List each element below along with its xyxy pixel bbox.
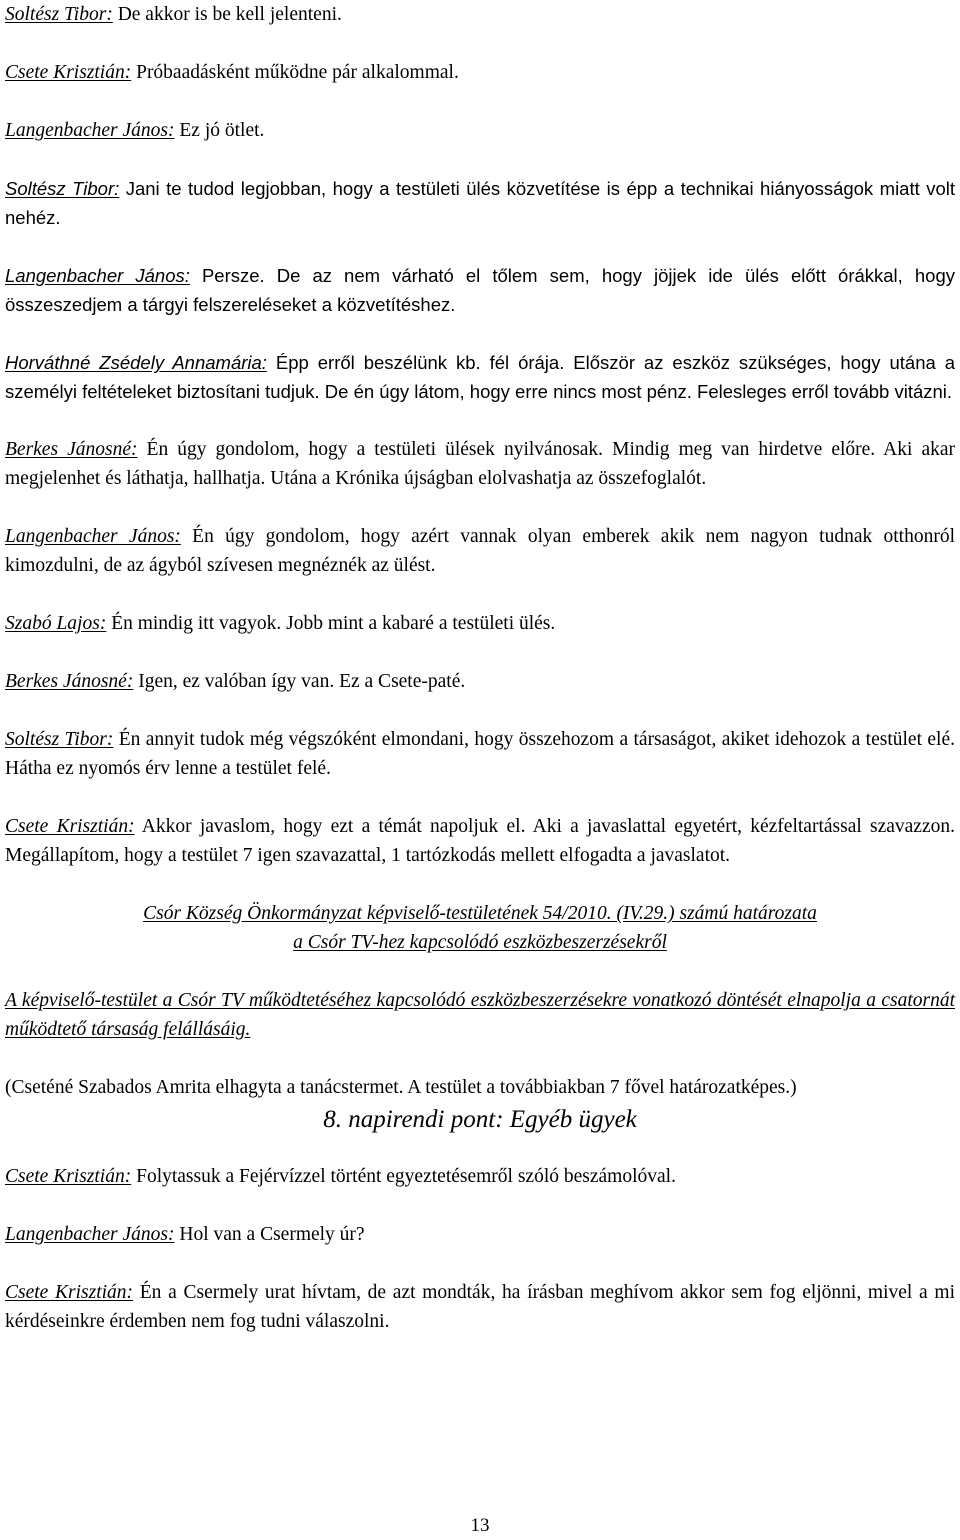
minutes-paragraph — [5, 522, 955, 580]
minutes-paragraph — [5, 435, 955, 493]
statement-text: Hol van a Csermely úr? — [174, 1224, 365, 1245]
document-page — [5, 0, 955, 1365]
speaker-name: Soltész Tibor: — [5, 729, 114, 750]
speaker-name: Berkes Jánosné: — [5, 671, 134, 692]
speaker-name: Langenbacher János: — [5, 526, 181, 547]
speaker-name: Csete Krisztián: — [5, 816, 135, 837]
minutes-paragraph — [5, 174, 955, 232]
minutes-paragraph — [5, 1220, 955, 1249]
agenda-heading: 8. napirendi pont: Egyéb ügyek — [323, 1106, 637, 1133]
statement-text: Én úgy gondolom, hogy azért vannak olyan emberek akik nem nagyon tudnak otthonról kimozdulni, de az ágyból szívesen megnéznék az ülést. — [5, 526, 955, 576]
statement-text: Ez jó ötlet. — [174, 120, 265, 141]
statement-text: Próbaadásként működne pár alkalommal. — [131, 62, 459, 83]
resolution-subtitle-line: a Csór TV-hez kapcsolódó eszközbeszerzésekről — [293, 932, 667, 953]
speaker-name: Horváthné Zsédely Annamária: — [5, 352, 267, 373]
minutes-paragraph — [5, 261, 955, 319]
page-number: 13 — [470, 1515, 490, 1536]
statement-text: Jani te tudod legjobban, hogy a testületi ülés közvetítése is épp a technikai hiányosságok miatt volt nehéz. — [5, 178, 955, 228]
minutes-paragraph — [5, 725, 955, 783]
speaker-name: Langenbacher János: — [5, 1224, 175, 1245]
statement-text: Igen, ez valóban így van. Ez a Csete-paté. — [133, 671, 466, 692]
statement-text: De akkor is be kell jelenteni. — [112, 4, 342, 25]
speaker-name: Szabó Lajos: — [5, 613, 107, 634]
speaker-name: Soltész Tibor: — [5, 178, 120, 199]
statement-text: Folytassuk a Fejérvízzel történt egyeztetésemről szóló beszámolóval. — [131, 1166, 676, 1187]
statement-text: Akkor javaslom, hogy ezt a témát napoljuk el. Aki a javaslattal egyetért, kézfeltartással szavazzon. Megállapítom, hogy a testület 7 igen szavazattal, 1 tartózkodás mellett elfogadta a javaslatot. — [5, 816, 955, 866]
resolution-title — [5, 899, 955, 957]
resolution-body: A képviselő-testület a Csór TV működtetéséhez kapcsolódó eszközbeszerzésekre vonatkozó döntését elnapolja a csatornát működtető társaság felállásáig. — [5, 990, 955, 1040]
speaker-name: Csete Krisztián: — [5, 1166, 132, 1187]
minutes-paragraph — [5, 58, 955, 87]
speaker-name: Csete Krisztián: — [5, 62, 132, 83]
statement-text: Én úgy gondolom, hogy a testületi ülések nyilvánosak. Mindig meg van hirdetve előre. Aki akar megjelenhet és láthatja, hallhatja. Utána a Krónika újságban elolvashatja az összefoglalót. — [5, 439, 955, 489]
statement-text: Persze. De az nem várható el tőlem sem, hogy jöjjek ide ülés előtt órákkal, hogy összeszedjem a tárgyi felszereléseket a közvetítéshez. — [5, 265, 955, 315]
speaker-name: Csete Krisztián: — [5, 1282, 134, 1303]
minutes-paragraph — [5, 812, 955, 870]
statement-text: Én annyit tudok még végszóként elmondani, hogy összehozom a társaságot, akiket idehozok a testület elé. Hátha ez nyomós érv lenne a testület felé. — [5, 729, 955, 779]
minutes-paragraph — [5, 667, 955, 696]
minutes-paragraph — [5, 116, 955, 145]
statement-text: Épp erről beszélünk kb. fél órája. Először az eszköz szükséges, hogy utána a személyi feltételeket biztosítani tudjuk. De én úgy látom, hogy erre nincs most pénz. Felesleges erről tovább vitázni. — [5, 352, 956, 402]
attendance-note: (Cseténé Szabados Amrita elhagyta a tanácstermet. A testület a továbbiakban 7 fővel határozatképes.) — [5, 1077, 797, 1098]
minutes-paragraph — [5, 1162, 955, 1191]
statement-text: Én mindig itt vagyok. Jobb mint a kabaré a testületi ülés. — [106, 613, 556, 634]
minutes-paragraph — [5, 0, 955, 29]
minutes-paragraph — [5, 609, 955, 638]
speaker-name: Langenbacher János: — [5, 265, 190, 286]
statement-text: Én a Csermely urat hívtam, de azt mondták, ha írásban meghívom akkor sem fog eljönni, mivel a mi kérdéseinkre érdemben nem fog tudni válaszolni. — [5, 1282, 955, 1332]
speaker-name: Berkes Jánosné: — [5, 439, 138, 460]
minutes-paragraph — [5, 348, 955, 406]
speaker-name: Soltész Tibor: — [5, 4, 113, 25]
resolution-title-line: Csór Község Önkormányzat képviselő-testületének 54/2010. (IV.29.) számú határozata — [143, 903, 817, 924]
speaker-name: Langenbacher János: — [5, 120, 175, 141]
minutes-paragraph — [5, 1278, 955, 1336]
